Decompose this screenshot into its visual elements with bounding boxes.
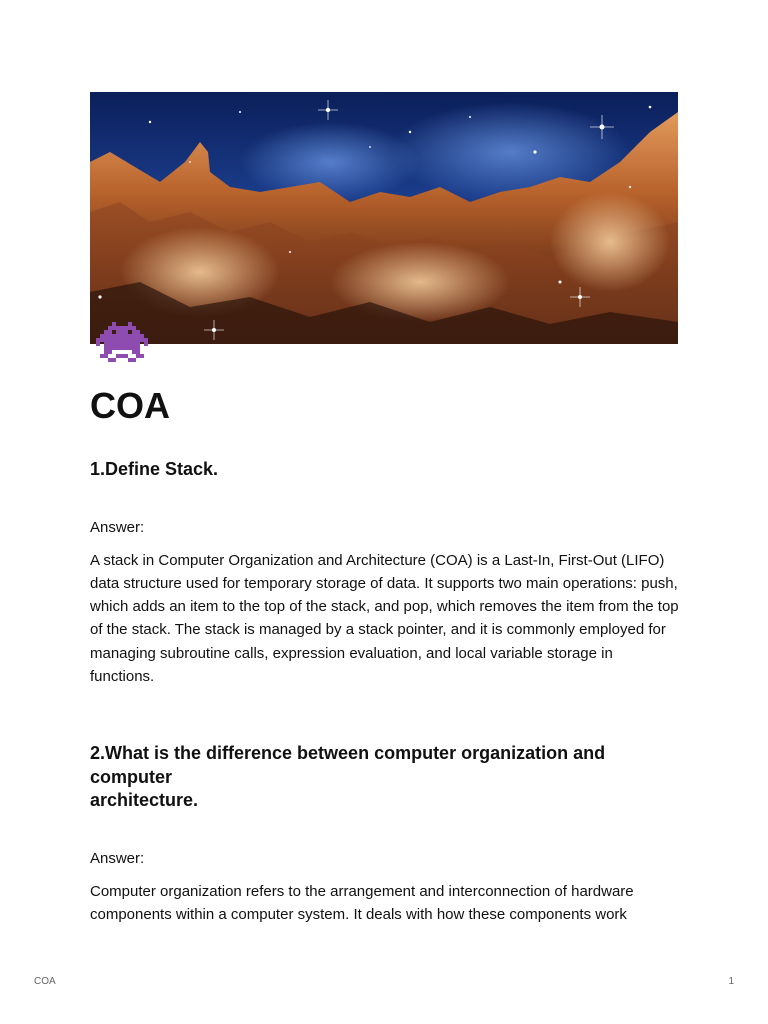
answer-label: Answer: [90, 849, 145, 867]
question-section-2 [90, 742, 680, 926]
question-heading [90, 742, 680, 813]
answer-text: Computer organization refers to the arrangement and interconnection of hardware components within a computer system. It deals with how these components work [90, 882, 634, 924]
space-invader-icon [96, 322, 148, 370]
page-title: COA [90, 385, 170, 426]
question-heading: 1.Define Stack. [90, 459, 219, 479]
answer-label: Answer: [90, 518, 145, 536]
question-heading-line-1: 2.What is the difference between computer organization and computer [90, 743, 606, 787]
cover-image [90, 92, 678, 344]
answer-text: A stack in Computer Organization and Architecture (COA) is a Last-In, First-Out (LIFO) data structure used for temporary storage of data. It supports two main operations: push, which adds an item to the top of the stack, and pop, which removes the item from the top of the stack. The stack is managed by a stack pointer, and it is commonly employed for managing subroutine calls, expression evaluation, and local variable storage in functions. [90, 551, 679, 685]
question-section-1 [90, 458, 680, 688]
page-content [90, 458, 680, 926]
footer-document-name: COA [34, 976, 56, 987]
question-heading-line-2: architecture. [90, 790, 199, 811]
footer-page-number: 1 [728, 976, 734, 987]
